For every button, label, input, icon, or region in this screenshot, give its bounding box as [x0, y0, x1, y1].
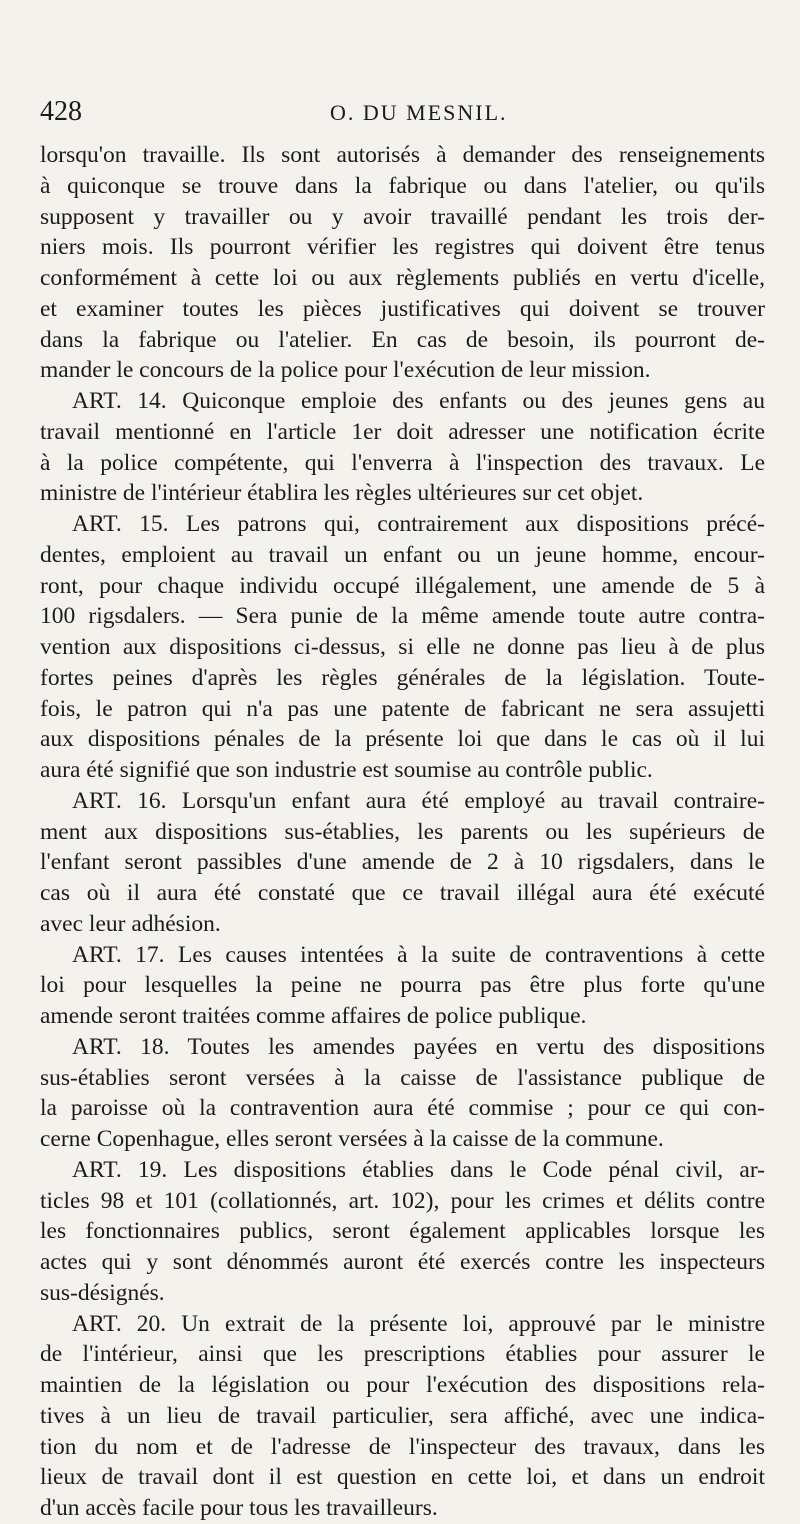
text-line: ment aux dispositions sus-établies, les parents ou les supérieurs de [40, 818, 765, 845]
text-line: de l'intérieur, ainsi que les prescriptions établies pour assurer le [40, 1341, 765, 1368]
text-line: lieux de travail dont il est question en cette loi, et dans un endroit [40, 1464, 765, 1491]
text-line: cas où il aura été constaté que ce travail illégal aura été exécuté [40, 880, 765, 906]
article-17-heading-line: ART. 17. Les causes intentées à la suite de contraventions à cette [72, 941, 765, 968]
text-line: dentes, emploient au travail un enfant ou un jeune homme, encour- [40, 541, 765, 568]
article-15-heading-line: ART. 15. Les patrons qui, contrairement aux dispositions précé- [72, 511, 765, 537]
text-line: les fonctionnaires publics, seront également applicables lorsque les [40, 1218, 765, 1245]
text-line: avec leur adhésion. [40, 910, 221, 937]
text-line: l'enfant seront passibles d'une amende de 2 à 10 rigsdalers, dans le [40, 849, 765, 876]
text-line: d'un accès facile pour tous les travailleurs. [40, 1495, 438, 1521]
body-text [40, 140, 765, 1524]
page-header [40, 96, 780, 136]
running-head: O. DU MESNIL. [330, 100, 508, 125]
text-line: ront, pour chaque individu occupé illégalement, une amende de 5 à [40, 572, 765, 599]
text-line: niers mois. Ils pourront vérifier les registres qui doivent être tenus [40, 234, 765, 261]
text-line: ticles 98 et 101 (collationnés, art. 102), pour les crimes et délits contre [40, 1187, 765, 1214]
text-line: actes qui y sont dénommés auront été exercés contre les inspecteurs [40, 1249, 765, 1275]
text-line: cerne Copenhague, elles seront versées à la caisse de la commune. [40, 1126, 664, 1152]
article-19-heading-line: ART. 19. Les dispositions établies dans le Code pénal civil, ar- [72, 1156, 765, 1183]
text-line: sus-établies seront versées à la caisse de l'assistance publique de [40, 1064, 765, 1091]
text-line: dans la fabrique ou l'atelier. En cas de besoin, ils pourront de- [40, 326, 765, 353]
text-line: la paroisse où la contravention aura été commise ; pour ce qui con- [40, 1095, 765, 1122]
text-line: et examiner toutes les pièces justificatives qui doivent se trouver [40, 295, 765, 322]
text-line: amende seront traitées comme affaires de police publique. [40, 1003, 587, 1029]
text-line: à quiconque se trouve dans la fabrique ou dans l'atelier, ou qu'ils [40, 172, 765, 199]
text-line: lorsqu'on travaille. Ils sont autorisés à demander des renseignements [40, 142, 765, 168]
text-line: mander le concours de la police pour l'exécution de leur mission. [40, 357, 651, 384]
text-line: supposent y travailler ou y avoir travaillé pendant les trois der- [40, 203, 765, 230]
text-line: aura été signifié que son industrie est soumise au contrôle public. [40, 757, 653, 783]
text-line: conformément à cette loi ou aux règlements publiés en vertu d'icelle, [40, 265, 765, 291]
text-line: maintien de la législation ou pour l'exécution des dispositions rela- [40, 1372, 765, 1398]
text-line: loi pour lesquelles la peine ne pourra pas être plus forte qu'une [40, 972, 765, 999]
page-number: 428 [40, 96, 82, 127]
text-line: fortes peines d'après les règles générales de la législation. Toute- [40, 664, 765, 691]
text-line: fois, le patron qui n'a pas une patente de fabricant ne sera assujetti [40, 695, 765, 722]
text-line: tion du nom et de l'adresse de l'inspecteur des travaux, dans les [40, 1433, 765, 1460]
article-20-heading-line: ART. 20. Un extrait de la présente loi, approuvé par le ministre [72, 1310, 765, 1337]
text-line: ministre de l'intérieur établira les règles ultérieures sur cet objet. [40, 480, 644, 507]
text-line: vention aux dispositions ci-dessus, si elle ne donne pas lieu à de plus [40, 634, 765, 660]
text-line: tives à un lieu de travail particulier, sera affiché, avec une indica- [40, 1402, 765, 1429]
text-line: 100 rigsdalers. — Sera punie de la même amende toute autre contra- [40, 603, 765, 630]
article-14-heading-line: ART. 14. Quiconque emploie des enfants ou des jeunes gens au [72, 388, 765, 414]
text-line: travail mentionné en l'article 1er doit adresser une notification écrite [40, 418, 765, 445]
text-line: à la police compétente, qui l'enverra à l'inspection des travaux. Le [40, 449, 765, 476]
text-line: sus-désignés. [40, 1279, 165, 1306]
article-16-heading-line: ART. 16. Lorsqu'un enfant aura été employé au travail contraire- [72, 787, 765, 814]
article-18-heading-line: ART. 18. Toutes les amendes payées en vertu des dispositions [72, 1033, 765, 1060]
text-line: aux dispositions pénales de la présente loi que dans le cas où il lui [40, 726, 765, 753]
